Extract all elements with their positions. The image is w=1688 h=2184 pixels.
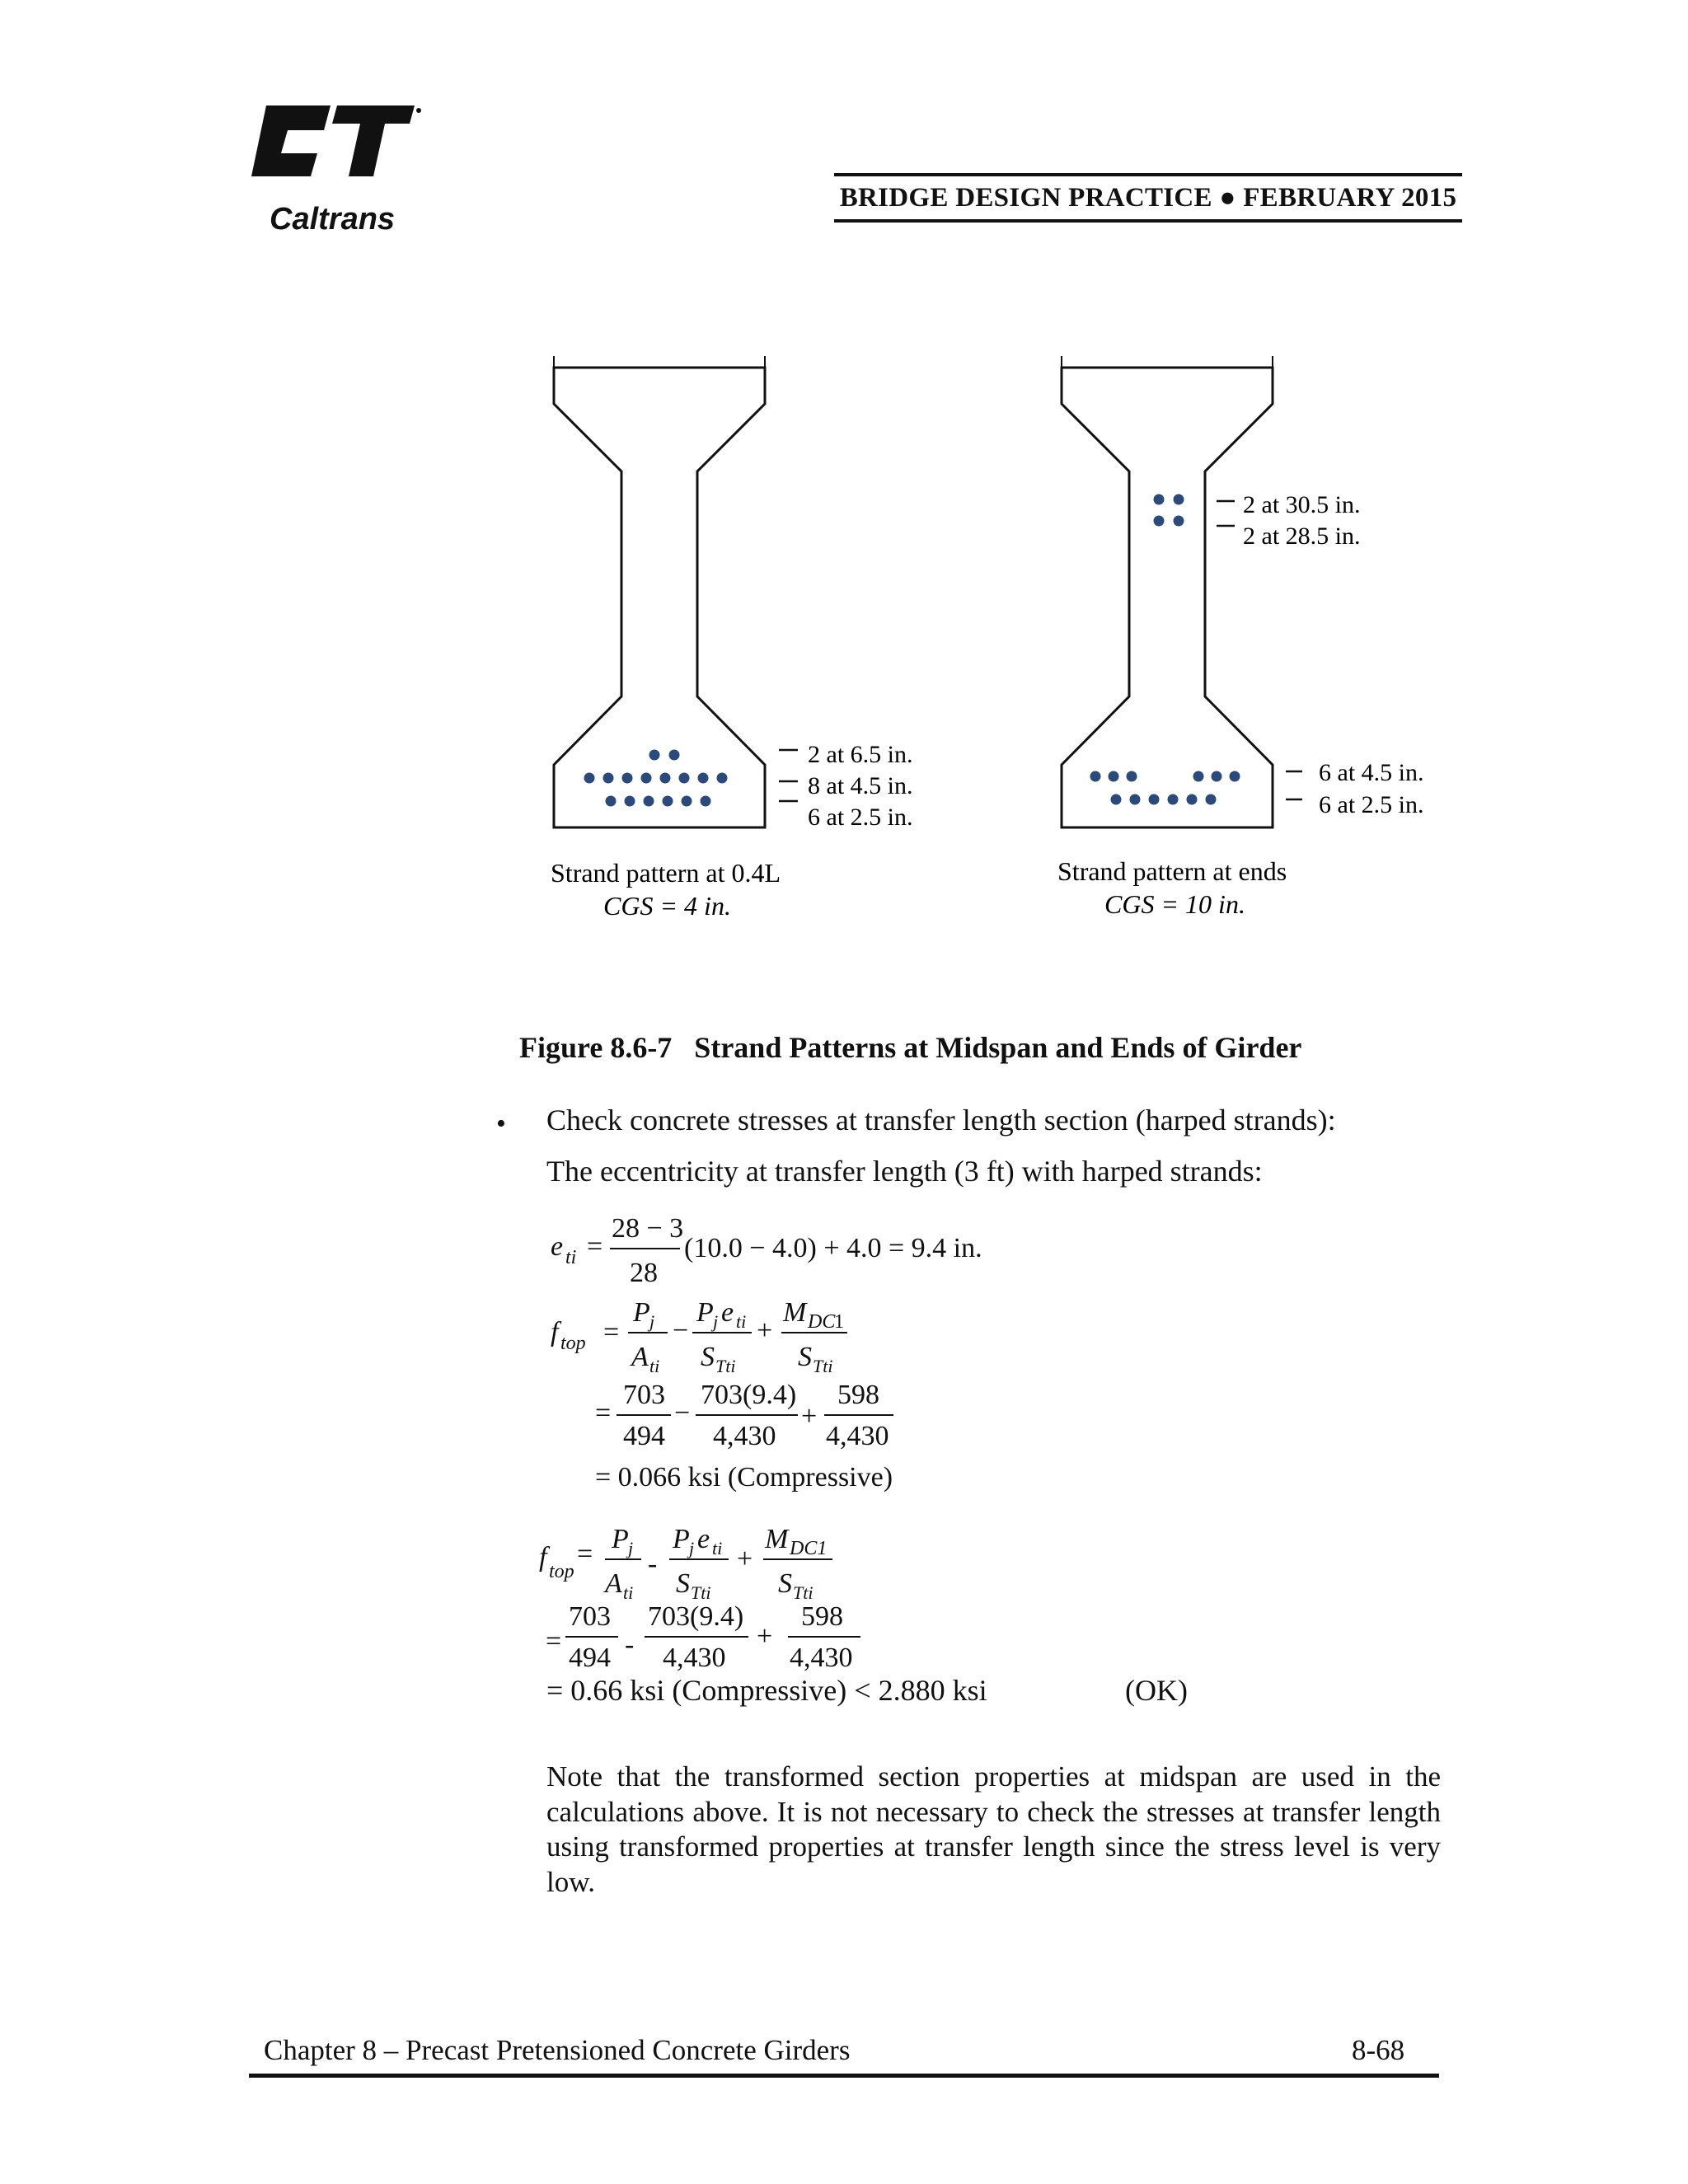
- svg-text:A: A: [605, 1568, 622, 1599]
- svg-text:−: −: [673, 1315, 689, 1346]
- right-girder-section: [1062, 356, 1273, 827]
- strand-dot: [1187, 794, 1198, 805]
- strand-dot: [679, 773, 690, 784]
- eq2-den3: 4,430: [790, 1643, 853, 1673]
- left-label-3: 6 at 2.5 in.: [808, 804, 913, 831]
- note-paragraph: Note that the transformed section properties at midspan are used in the calculations above. It is not necessary to check the stresses at transfer length using transformed properties at transfer length since the stress level is very low.: [546, 1760, 1441, 1898]
- right-caption-2: CGS = 10 in.: [1104, 889, 1245, 919]
- eq2-den2: 4,430: [663, 1643, 726, 1673]
- svg-text:+: +: [737, 1544, 753, 1574]
- svg-text:=: =: [587, 1231, 603, 1262]
- right-top-label-2: 2 at 28.5 in.: [1243, 523, 1361, 550]
- strand-dot: [717, 773, 728, 784]
- svg-text:top: top: [560, 1333, 586, 1354]
- svg-text:M: M: [765, 1524, 789, 1554]
- strand-dot: [682, 796, 692, 807]
- eccentricity-line: The eccentricity at transfer length (3 ft) with harped strands:: [546, 1155, 1263, 1188]
- check-line: Check concrete stresses at transfer length section (harped strands):: [546, 1104, 1336, 1137]
- right-bottom-label-1: 6 at 4.5 in.: [1319, 759, 1424, 786]
- footer-chapter: Chapter 8 – Precast Pretensioned Concrete Girders: [264, 2034, 851, 2066]
- left-strand-dots: [584, 750, 728, 807]
- caltrans-wordmark: Caltrans: [270, 202, 396, 237]
- strand-dot: [1206, 794, 1217, 805]
- eq2-den1: 494: [569, 1643, 611, 1673]
- svg-text:j: j: [713, 1311, 719, 1332]
- eti-expression: (10.0 − 4.0) + 4.0 = 9.4 in.: [684, 1233, 982, 1263]
- strand-dot: [701, 796, 711, 807]
- strand-dot: [698, 773, 709, 784]
- strand-dot: [1090, 771, 1101, 782]
- svg-text:=: =: [546, 1626, 562, 1657]
- bullet-marker: •: [496, 1108, 506, 1139]
- strand-dot: [1174, 494, 1184, 505]
- strand-dot: [1111, 794, 1122, 805]
- svg-text:S: S: [701, 1342, 715, 1372]
- svg-text:P: P: [696, 1297, 714, 1328]
- svg-text:1: 1: [834, 1311, 844, 1333]
- svg-text:+: +: [757, 1621, 773, 1652]
- caltrans-logo: [251, 105, 424, 237]
- eq1-num3: 598: [837, 1380, 879, 1410]
- strand-pattern-diagram: [495, 346, 1533, 940]
- footer-page-number: 8-68: [1352, 2034, 1405, 2066]
- svg-text:ti: ti: [623, 1582, 634, 1603]
- strand-dot: [606, 796, 617, 807]
- strand-dot: [1174, 516, 1184, 527]
- svg-text:P: P: [633, 1297, 650, 1328]
- strand-dot: [1109, 771, 1119, 782]
- strand-dot: [1154, 516, 1165, 527]
- svg-text:ti: ti: [565, 1247, 577, 1268]
- strand-dot: [1212, 771, 1222, 782]
- strand-dot: [649, 750, 660, 761]
- svg-text:P: P: [612, 1524, 629, 1554]
- svg-text:+: +: [757, 1315, 773, 1346]
- svg-text:j: j: [689, 1538, 695, 1558]
- strand-dot: [663, 796, 673, 807]
- svg-text:top: top: [549, 1561, 574, 1582]
- strand-dot: [1168, 794, 1179, 805]
- svg-text:e: e: [551, 1231, 564, 1262]
- svg-text:ti: ti: [649, 1356, 660, 1376]
- svg-text:=: =: [603, 1317, 620, 1347]
- strand-dot: [625, 796, 635, 807]
- strand-dot: [1193, 771, 1204, 782]
- left-caption-1: Strand pattern at 0.4L: [551, 858, 781, 888]
- svg-text:-: -: [648, 1549, 658, 1579]
- left-caption-2: CGS = 4 in.: [603, 891, 731, 921]
- eq1-result: = 0.066 ksi (Compressive): [595, 1462, 893, 1493]
- strand-dot: [1154, 494, 1165, 505]
- svg-text:ti: ti: [736, 1311, 747, 1332]
- svg-text:A: A: [631, 1342, 649, 1372]
- result-line: = 0.66 ksi (Compressive) < 2.880 ksi: [546, 1674, 987, 1707]
- svg-text:Tti: Tti: [813, 1356, 833, 1376]
- eq1-den2: 4,430: [713, 1421, 776, 1451]
- svg-text:Tti: Tti: [691, 1582, 711, 1603]
- svg-text:S: S: [798, 1342, 812, 1372]
- strand-dot: [603, 773, 614, 784]
- eq2-num3: 598: [801, 1601, 843, 1632]
- eq2-num2: 703(9.4): [648, 1601, 744, 1632]
- svg-text:S: S: [676, 1568, 690, 1599]
- left-label-ticks: [779, 750, 798, 801]
- svg-text:DC1: DC1: [790, 1538, 828, 1559]
- svg-text:=: =: [595, 1398, 612, 1428]
- eti-denominator: 28: [630, 1258, 658, 1288]
- header-rule-bottom: [834, 219, 1462, 223]
- strand-dot: [1230, 771, 1240, 782]
- strand-dot: [660, 773, 671, 784]
- svg-text:−: −: [674, 1398, 691, 1428]
- strand-dot: [644, 796, 654, 807]
- eq1-den1: 494: [623, 1421, 665, 1451]
- svg-text:e: e: [721, 1297, 734, 1328]
- strand-dot: [1127, 771, 1137, 782]
- svg-text:Tti: Tti: [715, 1356, 736, 1376]
- right-bottom-label-2: 6 at 2.5 in.: [1319, 791, 1424, 818]
- left-label-2: 8 at 4.5 in.: [808, 772, 913, 799]
- eq1-num2: 703(9.4): [701, 1380, 797, 1410]
- strand-dot: [669, 750, 680, 761]
- strand-dot: [622, 773, 633, 784]
- equation-block-1: [536, 1207, 1113, 1504]
- left-label-1: 2 at 6.5 in.: [808, 741, 913, 768]
- strand-dot: [584, 773, 595, 784]
- footer-rule: [249, 2074, 1439, 2078]
- eti-numerator: 28 − 3: [612, 1213, 684, 1244]
- eq2-num1: 703: [569, 1601, 611, 1632]
- svg-text:S: S: [778, 1568, 792, 1599]
- header-title: BRIDGE DESIGN PRACTICE ● FEBRUARY 2015: [839, 182, 1457, 213]
- svg-text:M: M: [783, 1297, 807, 1328]
- eq1-num1: 703: [623, 1380, 665, 1410]
- right-strand-dots: [1090, 494, 1240, 805]
- svg-text:DC: DC: [808, 1311, 836, 1333]
- svg-text:=: =: [577, 1539, 593, 1569]
- svg-text:-: -: [625, 1629, 635, 1660]
- svg-text:j: j: [649, 1311, 655, 1332]
- svg-text:f: f: [539, 1542, 547, 1572]
- eq1-den3: 4,430: [826, 1421, 889, 1451]
- strand-dot: [1130, 794, 1141, 805]
- strand-dot: [641, 773, 652, 784]
- svg-text:j: j: [628, 1538, 634, 1558]
- strand-dot: [1149, 794, 1160, 805]
- figure-caption: Figure 8.6-7 Strand Patterns at Midspan and Ends of Girder: [519, 1031, 1302, 1064]
- svg-text:f: f: [551, 1317, 559, 1347]
- result-ok: (OK): [1125, 1674, 1188, 1707]
- svg-text:Tti: Tti: [793, 1582, 814, 1603]
- svg-text:ti: ti: [712, 1538, 723, 1558]
- svg-text:P: P: [673, 1524, 690, 1554]
- svg-text:e: e: [697, 1524, 710, 1554]
- right-caption-1: Strand pattern at ends: [1057, 856, 1287, 886]
- right-top-label-1: 2 at 30.5 in.: [1243, 491, 1361, 518]
- svg-text:+: +: [801, 1401, 818, 1432]
